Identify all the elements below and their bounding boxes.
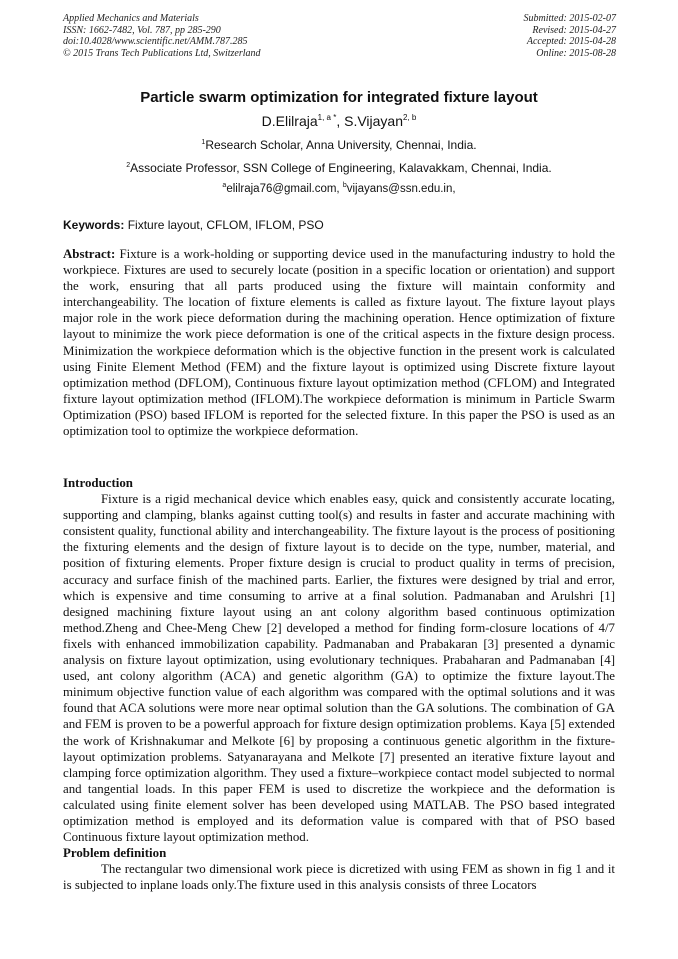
keywords-line — [63, 218, 324, 232]
problem-definition-heading: Problem definition — [63, 846, 167, 861]
email-a[interactable]: elilraja76@gmail.com, — [226, 183, 343, 195]
journal-copyright: © 2015 Trans Tech Publications Ltd, Switzerland — [63, 47, 261, 59]
author-2: S.Vijayan — [344, 113, 404, 129]
email-b-mark: b — [342, 182, 347, 189]
abstract-label: Abstract: — [63, 247, 116, 261]
date-revised: Revised: 2015-04-27 — [532, 24, 616, 36]
affiliation-1-mark: 1 — [201, 139, 206, 146]
affiliation-2 — [0, 161, 678, 175]
author-separator: , — [336, 113, 345, 129]
date-accepted: Accepted: 2015-04-28 — [526, 36, 616, 48]
affiliation-2-mark: 2 — [126, 162, 131, 169]
author-1: D.Elilraja — [261, 113, 318, 129]
introduction-heading: Introduction — [63, 476, 133, 490]
author-emails — [0, 182, 678, 195]
author-2-affiliation-mark: 2, b — [403, 113, 417, 122]
keywords-label: Keywords: — [63, 218, 125, 232]
publication-dates — [524, 13, 617, 59]
author-1-affiliation-mark: 1, a * — [317, 113, 337, 122]
journal-doi[interactable]: doi:10.4028/www.scientific.net/AMM.787.285 — [63, 36, 248, 48]
introduction-paragraph: Fixture is a rigid mechanical device which enables easy, quick and consistently accurate locating, supporting and clamping, blanks against cutting tool(s) and results in faster and accurate machining with consistent quality, functional ability and interchangeability. The fixture layout is the process of positioning the fixturing elements and the design of fixture layout is to decide on the type, number, material, and position of fixturing elements. Proper fixture design is crucial to product quality in terms of precision, accuracy and surface finish of the machined parts. Earlier, the fixtures were designed by trial and error, which is expensive and time consuming to arrive at a final solution. Padmanaban and Arulshri [1] designed machining fixture layout using an ant colony algorithm based continuous optimization method.Zheng and Chee-Meng Chew [2] developed a method for finding form-closure locations of 4/7 fixels with enhanced immobilization capability. Padmanaban and Prabakaran [3] presented a dynamic analysis on fixture layout optimization, using evolutionary techniques. Prabaharan and Padmanaban [4] used, ant colony algorithm (ACA) and genetic algorithm (GA) to optimize the fixture layout.The minimum objective function value of each algorithm was compared with the optimal solutions and it was found that ACA solutions were more near optimal solution than the GA solutions. The combination of GA and FEM is proven to be a powerful approach for fixture design optimization problems. Kaya [5] extended the work of Krishnakumar and Melkote [6] by proposing a continuous genetic algorithm in the fixture-layout optimization problems. Satyanarayana and Melkote [7] presented an iterative fixture layout and clamping force optimization algorithm. They used a fixture–workpiece contact model subjected to normal and tangential loads. In this paper FEM is used to discretize the workpiece and the deformation is calculated using finite element solver has been developed using MATLAB. The PSO based integrated optimization method is employed and its deformation value is compared with that of PSO based Continuous fixture layout optimization method. — [63, 492, 615, 845]
main-body — [63, 475, 615, 893]
abstract-text: Fixture is a work-holding or supporting device used in the manufacturing industry to hold the workpiece. Fixtures are used to securely locate (position in a specific location or orientation) and support the work, ensuring that all parts produced using the fixture will maintain conformity and interchangeability. The location of fixture elements is called as fixture layout. The fixture layout plays major role in the work piece deformation during the machining operation. Hence optimization of fixture layout to minimize the work piece deformation is one of the critical aspects in the fixture design process. Minimization the workpiece deformation which is the objective function in the present work is calculated using Finite Element Method (FEM) and the fixture layout is optimized using Discrete fixture layout optimization method (DFLOM), Continuous fixture layout optimization method (CFLOM) and Integrated fixture layout optimization method (IFLOM).The workpiece deformation is minimum in Particle Swarm Optimization (PSO) based IFLOM is reported for the selected fixture. In this paper the PSO is used as an optimization tool to optimize the workpiece deformation. — [63, 247, 615, 439]
email-b[interactable]: vijayans@ssn.edu.in, — [346, 183, 456, 195]
paper-title: Particle swarm optimization for integrated fixture layout — [140, 89, 538, 106]
affiliation-1 — [0, 138, 678, 152]
date-online: Online: 2015-08-28 — [536, 47, 616, 59]
journal-name: Applied Mechanics and Materials — [63, 13, 199, 24]
problem-definition-paragraph: The rectangular two dimensional work piece is dicretized with using FEM as shown in fig 1 and it is subjected to inplane loads only.The fixture used in this analysis consists of three Locators — [63, 862, 615, 893]
affiliation-2-text: Associate Professor, SSN College of Engineering, Kalavakkam, Chennai, India. — [130, 161, 552, 175]
email-a-mark: a — [222, 182, 227, 189]
abstract-paragraph — [63, 246, 615, 439]
abstract-section — [63, 246, 615, 439]
keywords-text: Fixture layout, CFLOM, IFLOM, PSO — [124, 218, 324, 232]
date-submitted: Submitted: 2015-02-07 — [523, 13, 616, 24]
journal-header — [63, 13, 261, 59]
journal-issn: ISSN: 1662-7482, Vol. 787, pp 285-290 — [63, 24, 221, 36]
affiliation-1-text: Research Scholar, Anna University, Chennai, India. — [205, 138, 477, 152]
author-line — [0, 113, 678, 129]
